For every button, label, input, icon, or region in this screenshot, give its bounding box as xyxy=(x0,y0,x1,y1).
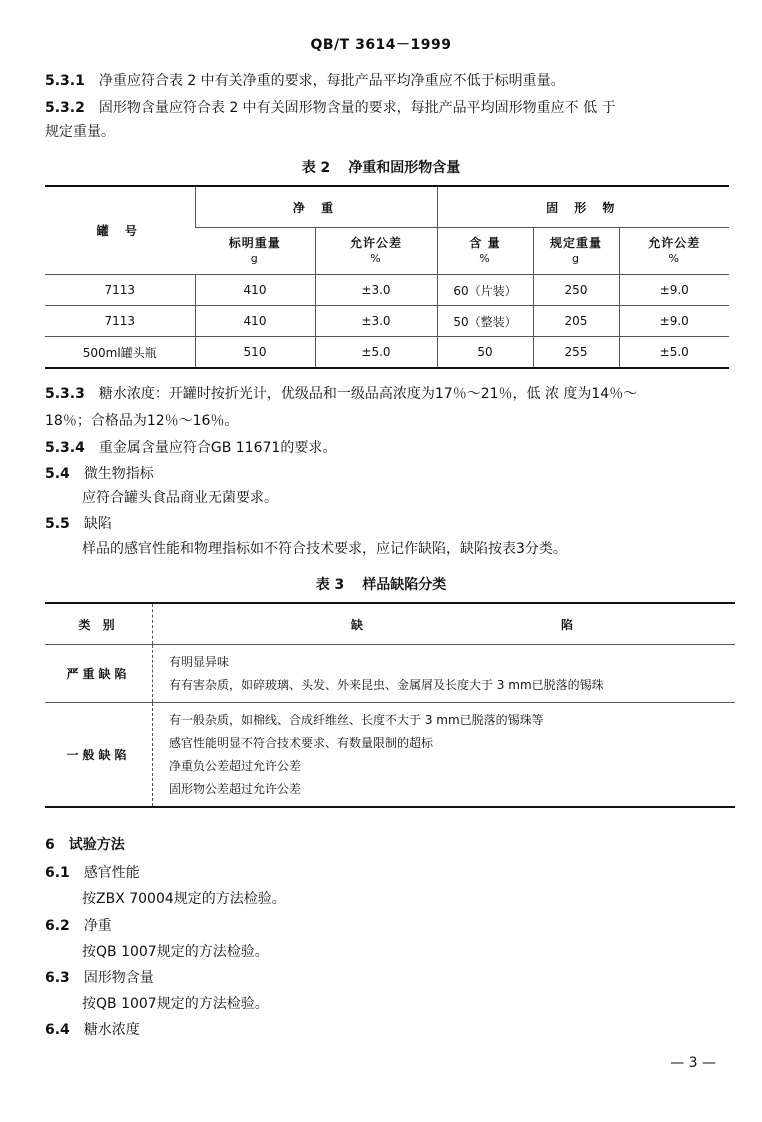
col-label-weight xyxy=(195,228,315,275)
list-item: 有明显异味 xyxy=(169,654,230,669)
list-item: 有一般杂质，如棉线、合成纤维丝、长度不大于 3 mm已脱落的锡珠等 xyxy=(169,712,544,727)
clause-5-5-text: 样品的感官性能和物理指标如不符合技术要求，应记作缺陷，缺陷按表3分类。 xyxy=(82,541,567,557)
clause-5-4-title xyxy=(45,463,154,485)
table-row xyxy=(45,337,729,369)
clause-5-3-1 xyxy=(45,70,565,92)
clause-5-3-3 xyxy=(45,383,637,405)
clause-5-3-4 xyxy=(45,437,336,459)
col-defect-title-b: 陷 xyxy=(560,617,573,632)
clause-5-3-2 xyxy=(45,97,616,119)
col-unit: g xyxy=(250,252,259,265)
clause-number: 6.2 xyxy=(45,918,70,934)
clause-number: 5.5 xyxy=(45,516,70,532)
list-item: 净重负公差超过允许公差 xyxy=(169,758,302,773)
col-tolerance xyxy=(315,228,437,275)
clause-title: 固形物含量 xyxy=(83,970,154,986)
clause-number: 6.3 xyxy=(45,970,70,986)
cell-can: 500ml罐头瓶 xyxy=(45,337,195,369)
col-defect xyxy=(153,603,736,645)
col-spec-weight-title: 规定重量 xyxy=(549,236,602,250)
clause-title: 感官性能 xyxy=(83,865,140,881)
clause-5-3-3-cont: 18％；合格品为12％～16％。 xyxy=(45,413,239,429)
list-item: 有有害杂质，如碎玻璃、头发、外来昆虫、金属屑及长度大于 3 mm已脱落的锡珠 xyxy=(169,677,604,692)
cell-tolerance: ±3.0 xyxy=(315,275,437,306)
section-6-heading xyxy=(45,834,125,854)
cell-can: 7113 xyxy=(45,275,195,306)
cell-tolerance-solids: ±9.0 xyxy=(619,306,729,337)
section-number: 6 xyxy=(45,837,55,853)
table3-caption-text: 样品缺陷分类 xyxy=(362,577,447,593)
clause-title: 净重 xyxy=(83,918,112,934)
clause-6-3-text: 按QB 1007规定的方法检验。 xyxy=(82,996,269,1012)
col-tolerance-solids xyxy=(619,228,729,275)
col-spec-weight xyxy=(533,228,619,275)
cell-tolerance: ±5.0 xyxy=(315,337,437,369)
table3-defect-classification xyxy=(45,602,735,808)
col-category: 类 别 xyxy=(45,603,153,645)
col-can-number: 罐 号 xyxy=(96,224,143,238)
clause-5-5-title xyxy=(45,513,112,535)
clause-6-3-title xyxy=(45,967,154,989)
col-content-title: 含 量 xyxy=(469,236,501,250)
cell-general-items xyxy=(153,703,736,808)
clause-number: 5.3.2 xyxy=(45,100,85,116)
clause-title: 微生物指标 xyxy=(83,466,154,482)
clause-number: 5.3.1 xyxy=(45,73,85,89)
col-unit: g xyxy=(572,252,580,265)
group-solids: 固 形 物 xyxy=(437,186,729,228)
table-row xyxy=(45,275,729,306)
page-number: — 3 — xyxy=(670,1055,716,1071)
cell-content: 60（片装） xyxy=(437,275,533,306)
table3-caption-number: 表 3 xyxy=(315,577,345,593)
clause-number: 6.4 xyxy=(45,1022,70,1038)
col-label-weight-title: 标明重量 xyxy=(228,236,281,250)
table-row xyxy=(45,306,729,337)
cell-general-label: 一般缺陷 xyxy=(45,703,153,808)
cell-can: 7113 xyxy=(45,306,195,337)
list-item: 固形物公差超过允许公差 xyxy=(169,781,302,796)
clause-number: 5.3.4 xyxy=(45,440,85,456)
table-row xyxy=(45,703,735,808)
cell-severe-items xyxy=(153,645,736,703)
clause-6-1-text: 按ZBX 70004规定的方法检验。 xyxy=(82,891,286,907)
clause-title: 糖水浓度 xyxy=(83,1022,140,1038)
cell-spec-weight: 255 xyxy=(533,337,619,369)
col-unit: % xyxy=(668,252,680,265)
group-net-weight: 净 重 xyxy=(195,186,437,228)
cell-tolerance: ±3.0 xyxy=(315,306,437,337)
clause-text: 重金属含量应符合GB 11671的要求。 xyxy=(98,440,337,456)
clause-6-4-title xyxy=(45,1019,140,1041)
col-unit: % xyxy=(479,252,491,265)
clause-text: 糖水浓度：开罐时按折光计，优级品和一级品高浓度为17％～21％，低 浓 度为14％～ xyxy=(98,386,638,402)
col-tolerance-title: 允许公差 xyxy=(349,236,402,250)
cell-label-weight: 410 xyxy=(195,275,315,306)
cell-content: 50（整装） xyxy=(437,306,533,337)
cell-label-weight: 410 xyxy=(195,306,315,337)
table2-caption-text: 净重和固形物含量 xyxy=(348,160,461,176)
col-content xyxy=(437,228,533,275)
col-tolerance-solids-title: 允许公差 xyxy=(648,236,701,250)
clause-title: 缺陷 xyxy=(83,516,112,532)
cell-label-weight: 510 xyxy=(195,337,315,369)
table-row xyxy=(45,645,735,703)
cell-content: 50 xyxy=(437,337,533,369)
cell-tolerance-solids: ±5.0 xyxy=(619,337,729,369)
clause-number: 5.4 xyxy=(45,466,70,482)
clause-6-1-title xyxy=(45,862,140,884)
clause-5-3-2-cont: 规定重量。 xyxy=(45,124,115,140)
clause-5-4-text: 应符合罐头食品商业无菌要求。 xyxy=(82,490,278,506)
clause-6-2-title xyxy=(45,915,112,937)
cell-spec-weight: 250 xyxy=(533,275,619,306)
table3-caption xyxy=(0,574,762,594)
clause-6-2-text: 按QB 1007规定的方法检验。 xyxy=(82,944,269,960)
clause-text: 净重应符合表 2 中有关净重的要求，每批产品平均净重应不低于标明重量。 xyxy=(98,73,565,89)
col-unit: % xyxy=(370,252,382,265)
section-title: 试验方法 xyxy=(68,837,125,853)
document-header: QB/T 3614－1999 xyxy=(310,37,452,53)
table2-caption xyxy=(0,157,762,177)
cell-tolerance-solids: ±9.0 xyxy=(619,275,729,306)
clause-number: 5.3.3 xyxy=(45,386,85,402)
cell-severe-label: 严重缺陷 xyxy=(45,645,153,703)
clause-number: 6.1 xyxy=(45,865,70,881)
table2-caption-number: 表 2 xyxy=(301,160,331,176)
clause-text: 固形物含量应符合表 2 中有关固形物含量的要求，每批产品平均固形物重应不 低 于 xyxy=(98,100,616,116)
list-item: 感官性能明显不符合技术要求、有数量限制的超标 xyxy=(169,735,434,750)
col-defect-title-a: 缺 xyxy=(350,617,363,632)
cell-spec-weight: 205 xyxy=(533,306,619,337)
table2-net-weight xyxy=(45,185,729,369)
